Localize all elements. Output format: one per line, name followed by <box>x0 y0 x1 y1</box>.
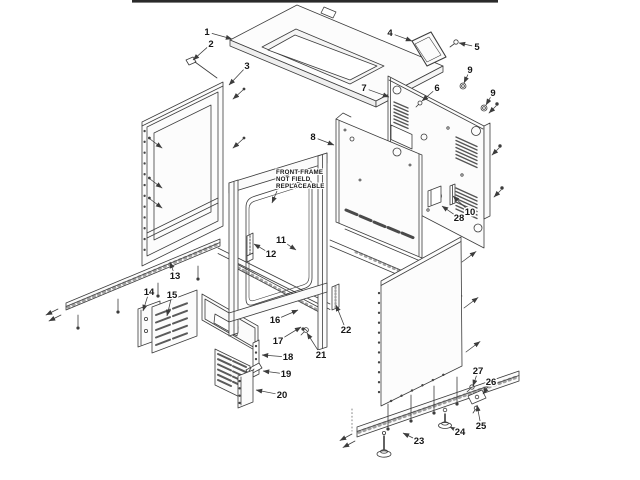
page-top-border <box>132 0 498 3</box>
part-number-label: 22 <box>340 325 352 337</box>
callout-leader <box>282 327 301 338</box>
note-leader <box>272 191 277 203</box>
callout-leader <box>285 243 296 250</box>
part-number-label: 25 <box>475 421 487 433</box>
front-frame-note-line: FRONT FRAME <box>276 169 324 176</box>
part-number-label: 17 <box>272 336 284 348</box>
part-number-label: 1 <box>204 27 210 39</box>
callout-leader <box>256 390 277 394</box>
part-bracket-22 <box>332 284 339 310</box>
part-number-label: 5 <box>474 42 480 54</box>
part-number-label: 4 <box>387 28 393 40</box>
part-number-label: 28 <box>453 213 465 225</box>
front-frame-note <box>272 169 325 203</box>
part-number-label: 21 <box>315 350 327 362</box>
part-nut-9a <box>460 83 466 89</box>
part-top-clip <box>186 57 217 78</box>
part-lower-panel-20 <box>238 370 253 408</box>
callout-leader <box>262 355 283 357</box>
part-right-side-panel <box>379 237 480 406</box>
part-leveling-foot-24 <box>439 408 452 428</box>
callout-leader <box>193 47 207 60</box>
part-number-label: 23 <box>413 436 425 448</box>
part-bracket-12 <box>247 233 253 262</box>
part-screw-5 <box>450 40 458 47</box>
part-number-label: 24 <box>454 427 466 439</box>
callout-leader <box>229 70 244 85</box>
part-number-label: 20 <box>276 390 288 402</box>
part-number-label: 18 <box>282 352 294 364</box>
callout-leader <box>212 33 232 39</box>
callout-leader <box>307 333 318 351</box>
part-number-label: 3 <box>244 61 250 73</box>
front-frame-note-line: NOT FIELD <box>276 176 311 183</box>
part-number-label: 10 <box>464 207 476 219</box>
part-number-label: 7 <box>361 83 367 95</box>
part-number-label: 6 <box>434 83 440 95</box>
callout-leader <box>280 310 298 318</box>
part-nut-9b <box>481 105 487 111</box>
callout-leader <box>459 43 472 46</box>
part-number-label: 27 <box>472 366 484 378</box>
part-number-label: 16 <box>269 315 281 327</box>
part-pin-10 <box>450 184 455 205</box>
callout-leader <box>336 305 344 325</box>
callout-leader <box>318 139 334 145</box>
part-number-label: 8 <box>310 132 316 144</box>
part-rear-corner-post <box>484 103 503 219</box>
part-number-label: 2 <box>208 39 214 51</box>
part-number-label: 19 <box>280 369 292 381</box>
part-number-label: 13 <box>169 271 181 283</box>
callout-leader <box>395 35 412 41</box>
part-number-label: 26 <box>485 377 497 389</box>
callout-leader <box>473 376 476 386</box>
part-number-label: 9 <box>490 88 496 100</box>
part-screw-17 <box>302 328 304 330</box>
part-number-label: 9 <box>467 65 473 77</box>
callout-leader <box>263 371 281 373</box>
callout-leader <box>477 405 480 421</box>
part-number-label: 14 <box>143 287 155 299</box>
front-frame-note-line: REPLACEABLE <box>276 183 325 190</box>
part-number-label: 11 <box>275 235 287 247</box>
part-number-label: 15 <box>166 290 178 302</box>
part-number-label: 12 <box>265 249 277 261</box>
part-leveling-foot-center <box>377 431 391 457</box>
